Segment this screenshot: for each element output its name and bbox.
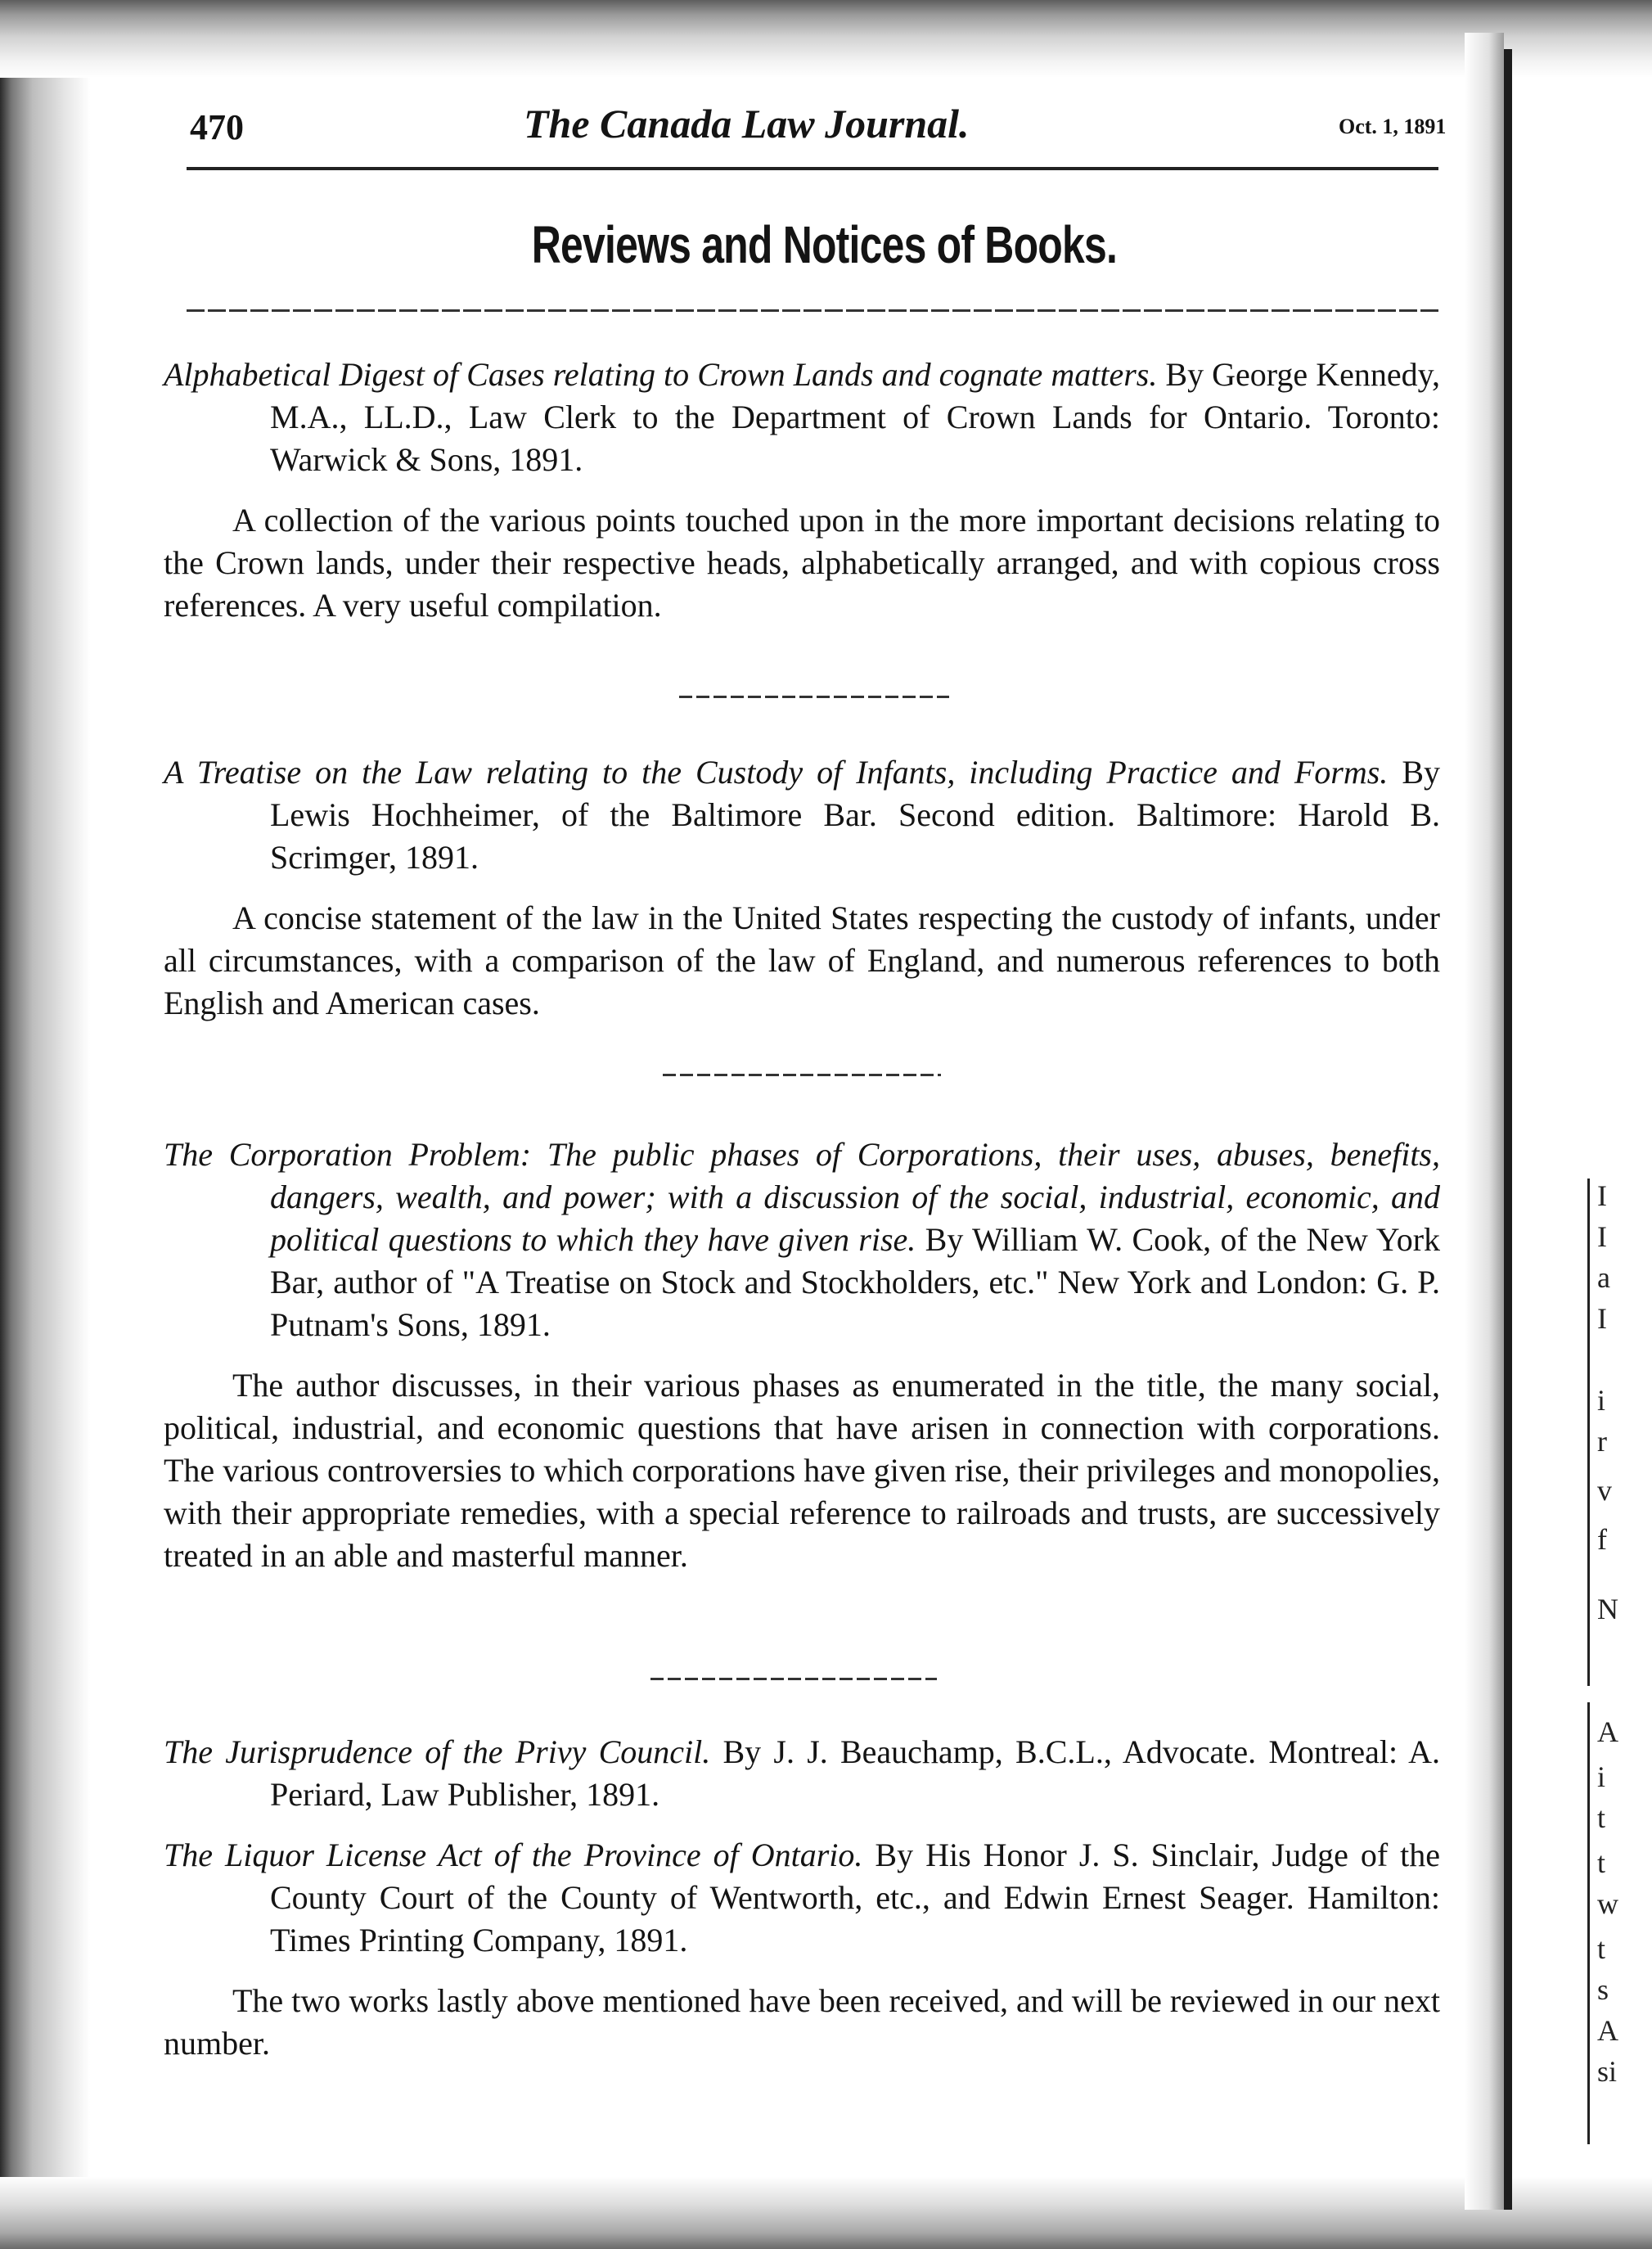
book-title: The Jurisprudence of the Privy Council.	[164, 1733, 711, 1770]
page-number: 470	[190, 107, 244, 147]
facing-page-rule	[1587, 1702, 1590, 2144]
facing-page-letter: t	[1597, 1801, 1606, 1834]
facing-page-rule	[1587, 1179, 1590, 1686]
book-citation	[164, 1134, 1440, 1346]
facing-page-letter: f	[1597, 1523, 1607, 1556]
entry-separator	[679, 696, 949, 698]
book-entry	[164, 354, 1440, 627]
facing-page-letter: w	[1597, 1887, 1618, 1920]
page-gutter	[1504, 49, 1512, 2210]
facing-page-letter: i	[1597, 1384, 1606, 1417]
book-title: A Treatise on the Law relating to the Custody of Infants, including Practice and Forms.	[164, 754, 1389, 791]
facing-page-letter: si	[1597, 2055, 1618, 2088]
book-details: By George Kennedy, M.A., LL.D., Law Clerk to the Department of Crown Lands for Ontario. Toronto: Warwick & Sons, 1891.	[270, 356, 1441, 478]
title-rule	[187, 309, 1438, 312]
facing-page-letter: A	[1597, 2014, 1618, 2047]
issue-date: Oct. 1, 1891	[1339, 115, 1447, 138]
book-description: The author discusses, in their various phases as enumerated in the title, the many social, political, industrial, and economic questions that have arisen in connection with corporations. The various controversies to which corporations have given rise, their privileges and monopolies, with their appropriate remedies, with a special reference to railroads and trusts, are successively treated in an able and masterful manner.	[164, 1367, 1440, 1574]
facing-page-letter: a	[1597, 1261, 1610, 1294]
facing-page-letter: A	[1597, 1715, 1618, 1748]
facing-page-letter: I	[1597, 1179, 1607, 1212]
facing-page-letter: t	[1597, 1846, 1606, 1879]
facing-page-letter: N	[1597, 1593, 1618, 1625]
scan-edge-right	[1465, 33, 1504, 2210]
book-citation	[164, 354, 1440, 481]
facing-page-letter: I	[1597, 1302, 1607, 1335]
book-citation	[164, 1834, 1440, 1962]
entry-separator	[650, 1678, 937, 1680]
book-citation	[164, 1731, 1440, 1816]
header-rule	[187, 167, 1438, 170]
book-details: By Lewis Hochheimer, of the Baltimore Bar. Second edition. Baltimore: Harold B. Scrimger, 1891.	[270, 754, 1440, 876]
facing-page-letter: v	[1597, 1474, 1612, 1507]
book-citation	[164, 751, 1440, 879]
book-title: The Liquor License Act of the Province of Ontario.	[164, 1837, 863, 1873]
journal-title: The Canada Law Journal.	[524, 101, 970, 146]
facing-page-letter: t	[1597, 1932, 1606, 1965]
book-title: Alphabetical Digest of Cases relating to Crown Lands and cognate matters.	[164, 356, 1158, 393]
facing-page-letter: I	[1597, 1220, 1607, 1253]
facing-page-letter: r	[1597, 1425, 1607, 1458]
scan-edge-top	[0, 0, 1652, 78]
book-details: By His Honor J. S. Sinclair, Judge of the County Court of the County of Wentworth, etc., and Edwin Ernest Seager. Hamilton: Times Printing Company, 1891.	[270, 1837, 1441, 1958]
facing-page-letter: s	[1597, 1973, 1609, 2006]
scan-edge-left	[0, 0, 90, 2249]
book-details: By J. J. Beauchamp, B.C.L., Advocate. Montreal: A. Periard, Law Publisher, 1891.	[270, 1733, 1440, 1813]
book-entry	[164, 1134, 1440, 1577]
book-details: By William W. Cook, of the New York Bar, author of "A Treatise on Stock and Stockholders, etc." New York and London: G. P. Putnam's Sons, 1891.	[270, 1221, 1441, 1343]
book-title: The Corporation Problem: The public phases of Corporations, their uses, abuses, benefits, dangers, wealth, and power; with a discussion of the social, industrial, economic, and political questions to which they have given rise.	[164, 1136, 1440, 1258]
section-title: Reviews and Notices of Books.	[531, 215, 1118, 274]
book-entry	[164, 1731, 1440, 2065]
entry-separator	[663, 1074, 941, 1076]
scan-edge-bottom	[0, 2177, 1652, 2249]
facing-page-letter: i	[1597, 1760, 1606, 1793]
book-entry	[164, 751, 1440, 1025]
closing-note: The two works lastly above mentioned have been received, and will be reviewed in our next number.	[164, 1982, 1440, 2062]
book-description: A collection of the various points touched upon in the more important decisions relating to the Crown lands, under their respective heads, alphabetically arranged, and with copious cross references. A very useful compilation.	[164, 502, 1440, 624]
book-description: A concise statement of the law in the United States respecting the custody of infants, under all circumstances, with a comparison of the law of England, and numerous references to both English and American cases.	[164, 899, 1440, 1021]
